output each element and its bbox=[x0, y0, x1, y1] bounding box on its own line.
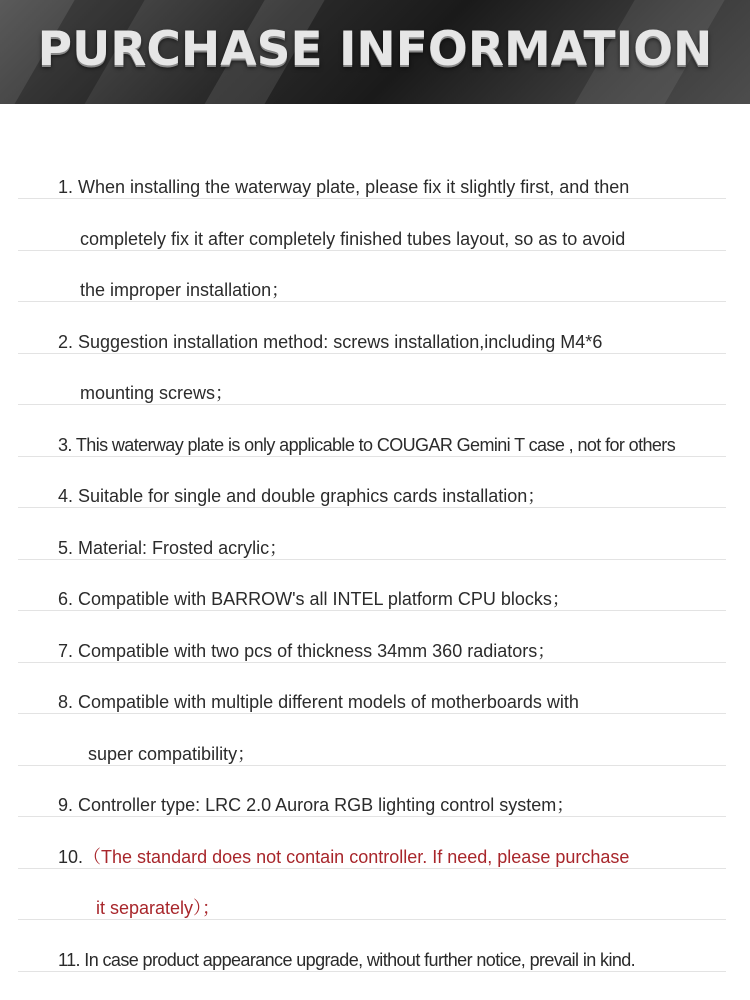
page-title: PURCHASE INFORMATION bbox=[37, 22, 713, 77]
list-item-number: 10. bbox=[58, 847, 84, 867]
list-item-text-highlight: （The standard does not contain controller. If need, please purchase bbox=[83, 847, 630, 867]
list-item-1-line-2: completely fix it after completely finished tubes layout, so as to avoid bbox=[80, 229, 626, 249]
list-item-4-line-1 bbox=[58, 485, 545, 507]
divider bbox=[18, 868, 726, 869]
list-item-10-line-2: it separately）； bbox=[96, 898, 221, 918]
divider bbox=[18, 816, 726, 817]
list-item-text: Compatible with BARROW's all INTEL platform CPU blocks； bbox=[78, 589, 570, 609]
list-item-8-line-2: super compatibility； bbox=[88, 744, 256, 764]
divider bbox=[18, 610, 726, 611]
list-item-number: 4. bbox=[58, 486, 74, 506]
divider bbox=[18, 301, 726, 302]
list-item-text: In case product appearance upgrade, without further notice, prevail in kind. bbox=[84, 950, 636, 970]
list-item-number: 7. bbox=[58, 641, 74, 661]
list-item-1-line-3: the improper installation； bbox=[80, 280, 290, 300]
list-item-number: 2. bbox=[58, 332, 74, 352]
divider bbox=[18, 404, 726, 405]
divider bbox=[18, 713, 726, 714]
header-banner bbox=[0, 0, 750, 104]
list-item-number: 9. bbox=[58, 795, 74, 815]
divider bbox=[18, 919, 726, 920]
list-item-text: Controller type: LRC 2.0 Aurora RGB lighting control system； bbox=[78, 795, 575, 815]
list-item-text: This waterway plate is only applicable to COUGAR Gemini T case , not for others bbox=[75, 435, 676, 455]
list-item-number: 8. bbox=[58, 692, 74, 712]
list-item-text: Suitable for single and double graphics cards installation； bbox=[78, 486, 546, 506]
list-item-text: Material: Frosted acrylic； bbox=[78, 538, 288, 558]
list-item-8-line-1 bbox=[58, 691, 579, 713]
divider bbox=[18, 507, 726, 508]
list-item-6-line-1 bbox=[58, 588, 570, 610]
list-item-9-line-1 bbox=[58, 794, 574, 816]
list-item-2-line-2: mounting screws； bbox=[80, 383, 234, 403]
list-item-text: Compatible with two pcs of thickness 34mm 360 radiators； bbox=[78, 641, 556, 661]
divider bbox=[18, 250, 726, 251]
list-item-3-line-1 bbox=[58, 434, 675, 456]
list-item-number: 11. bbox=[58, 950, 80, 970]
list-item-5-line-1 bbox=[58, 537, 287, 559]
divider bbox=[18, 198, 726, 199]
list-item-number: 3. bbox=[58, 435, 72, 455]
list-item-text: Compatible with multiple different models of motherboards with bbox=[78, 692, 579, 712]
list-item-1-line-1 bbox=[58, 176, 629, 198]
list-item-number: 1. bbox=[58, 177, 74, 197]
list-item-text: When installing the waterway plate, please fix it slightly first, and then bbox=[78, 177, 630, 197]
divider bbox=[18, 559, 726, 560]
divider bbox=[18, 662, 726, 663]
divider bbox=[18, 353, 726, 354]
list-item-number: 6. bbox=[58, 589, 74, 609]
list-item-10-line-1 bbox=[58, 846, 629, 868]
list-item-11-line-1 bbox=[58, 949, 635, 971]
divider bbox=[18, 456, 726, 457]
list-item-text: Suggestion installation method: screws installation,including M4*6 bbox=[78, 332, 603, 352]
divider bbox=[18, 765, 726, 766]
list-item-2-line-1 bbox=[58, 331, 602, 353]
list-item-number: 5. bbox=[58, 538, 74, 558]
list-item-7-line-1 bbox=[58, 640, 555, 662]
divider bbox=[18, 971, 726, 972]
